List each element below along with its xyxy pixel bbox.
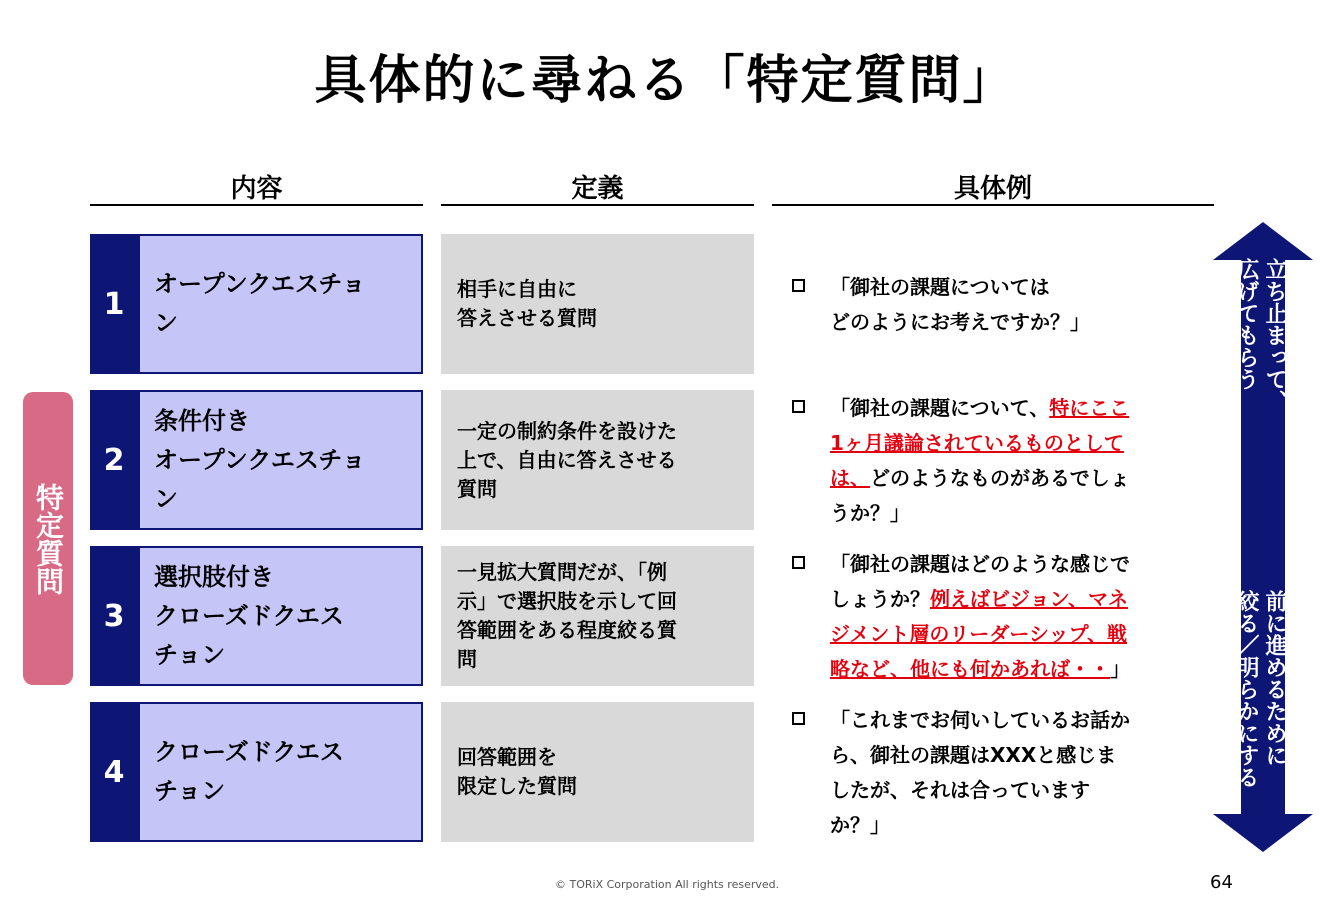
example-text: ら、御社の課題はXXXと感じま <box>830 743 1117 767</box>
highlighted-text: 1ヶ月議論されているものとして <box>830 431 1124 455</box>
row-content-line: オープンクエスチョ <box>154 270 366 298</box>
row-definition <box>441 546 754 686</box>
checkbox-icon <box>792 556 805 569</box>
highlighted-text: ジメント層のリーダーシップ、戦 <box>830 622 1127 646</box>
row-content <box>138 702 423 842</box>
row-example-text <box>830 391 1130 531</box>
row-content-line: 条件付き <box>154 406 250 435</box>
side-tag-label: 特定質問 <box>32 482 65 595</box>
row-definition-line: 質問 <box>457 476 497 501</box>
row-example-text <box>830 547 1130 687</box>
row-number: 2 <box>90 390 138 530</box>
example-text: 「御社の課題はどのような感じで <box>830 552 1130 576</box>
row-content-line: ン <box>154 484 178 513</box>
row-example-line <box>830 426 1130 461</box>
row-example-line <box>830 773 1130 808</box>
row-example-text <box>830 703 1130 843</box>
row-definition-text <box>457 558 677 674</box>
row-example-line <box>830 547 1130 582</box>
arrow-top-label-line2: 広げてもらう <box>1234 258 1259 390</box>
checkbox-icon <box>792 712 805 725</box>
row-example-line <box>830 617 1130 652</box>
row-example-line <box>830 270 1090 305</box>
row-content-line: オープンクエスチョ <box>154 445 366 474</box>
example-text: か？」 <box>830 813 890 837</box>
row-content-line: チョン <box>154 777 226 805</box>
header-example: 具体例 <box>953 174 1032 204</box>
highlighted-text: は、 <box>830 466 870 490</box>
row-example-text <box>830 270 1090 340</box>
row-definition-line: 回答範囲を <box>457 745 557 769</box>
row-definition-line: 相手に自由に <box>457 277 577 301</box>
header-example-rule <box>772 204 1214 206</box>
row-example <box>792 703 1212 853</box>
row-definition-line: 答えさせる質問 <box>457 306 597 330</box>
row-content-line: クローズドクエス <box>154 738 344 766</box>
example-text: 「御社の課題については <box>830 275 1050 299</box>
page-number: 64 <box>1210 872 1233 893</box>
arrow-top-label <box>1232 258 1288 438</box>
row-content-line: チョン <box>154 640 226 669</box>
row-content-text <box>154 265 366 343</box>
row-example-line <box>830 305 1090 340</box>
header-definition: 定義 <box>571 174 624 204</box>
copyright-footer: © TORiX Corporation All rights reserved. <box>555 878 780 891</box>
row-definition-text <box>457 743 577 801</box>
row-definition-line: 上で、自由に答えさせる <box>457 447 677 472</box>
row-definition-line: 一定の制約条件を設けた <box>457 418 677 443</box>
row-content-text <box>154 402 366 519</box>
row-example-line <box>830 652 1130 687</box>
highlighted-text: 略など、他にも何かあれば・・ <box>830 657 1110 681</box>
highlighted-text: 例えばビジョン、マネ <box>930 587 1128 611</box>
row-definition <box>441 390 754 530</box>
row-definition <box>441 702 754 842</box>
arrow-bottom-label <box>1232 590 1288 820</box>
example-text: どのようなものがあるでしょ <box>870 466 1130 490</box>
header-definition-rule <box>441 204 754 206</box>
row-definition-line: 示」で選択肢を示して回 <box>457 589 677 613</box>
header-content: 内容 <box>230 174 283 204</box>
arrow-bottom-label-line1: 前に進めるために <box>1262 590 1287 766</box>
row-definition-line: 問 <box>457 647 477 671</box>
row-content-text <box>154 733 344 811</box>
row-example-line <box>830 808 1130 843</box>
row-definition <box>441 234 754 374</box>
page-title: 具体的に尋ねる「特定質問」 <box>314 51 1017 111</box>
row-definition-text <box>457 417 677 504</box>
example-text: 「御社の課題について、 <box>830 396 1050 420</box>
row-example-line <box>830 391 1130 426</box>
header-content-rule <box>90 204 423 206</box>
row-example-line <box>830 461 1130 496</box>
example-text: どのようにお考えですか？」 <box>830 310 1090 334</box>
arrow-bottom-label-line2: 絞る／明らかにする <box>1234 590 1259 788</box>
arrow-top-label-line1: 立ち止まって、 <box>1262 258 1287 412</box>
checkbox-icon <box>792 400 805 413</box>
row-content-line: クローズドクエス <box>154 601 344 630</box>
example-text: 「これまでお伺いしているお話か <box>830 708 1130 732</box>
row-content <box>138 546 423 686</box>
side-tag <box>23 392 73 685</box>
row-content <box>138 234 423 374</box>
highlighted-text: 特にここ <box>1049 396 1130 420</box>
row-example <box>792 391 1212 541</box>
example-text: 」 <box>1110 657 1130 681</box>
row-example-line <box>830 738 1130 773</box>
checkbox-icon <box>792 279 805 292</box>
row-example-line <box>830 582 1130 617</box>
row-definition-line: 一見拡大質問だが、「例 <box>457 560 667 584</box>
row-definition-text <box>457 275 597 333</box>
row-number: 4 <box>90 702 138 842</box>
row-number: 1 <box>90 234 138 374</box>
row-example-line <box>830 496 1130 531</box>
row-example <box>792 547 1212 697</box>
row-content <box>138 390 423 530</box>
row-number: 3 <box>90 546 138 686</box>
row-definition-line: 答範囲をある程度絞る質 <box>457 618 677 642</box>
row-example-line <box>830 703 1130 738</box>
row-content-text <box>154 558 344 675</box>
example-text: うか？」 <box>830 501 910 525</box>
row-content-line: 選択肢付き <box>154 562 274 591</box>
row-content-line: ン <box>154 309 178 337</box>
row-definition-line: 限定した質問 <box>457 774 577 798</box>
example-text: しょうか？ <box>830 587 930 611</box>
example-text: したが、それは合っています <box>830 778 1090 802</box>
